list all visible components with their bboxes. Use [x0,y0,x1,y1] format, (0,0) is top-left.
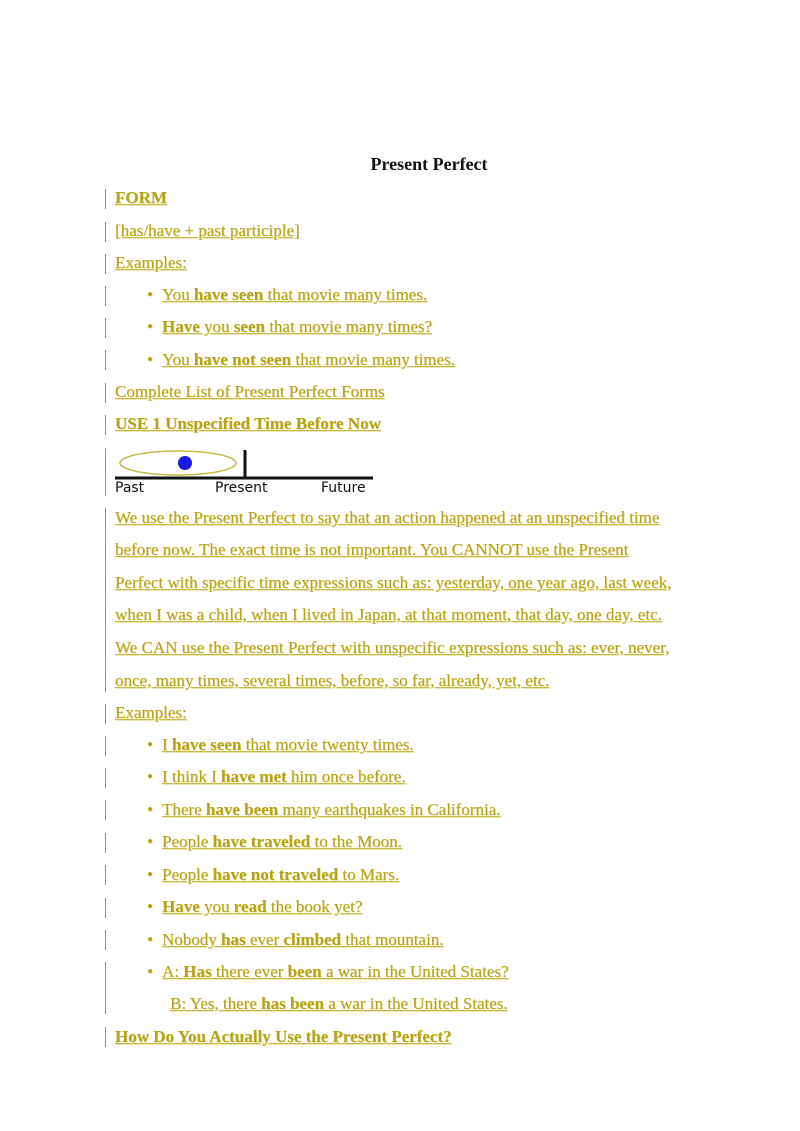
bold-run: has been [261,994,324,1013]
use1-example [147,896,362,918]
bullet-icon: • [147,897,153,916]
bullet-icon: • [147,350,153,369]
bullet-icon: • [147,317,153,336]
use1-answer-text [170,994,508,1013]
use1-example-text [162,767,406,786]
change-bar [105,350,106,370]
use1-heading: USE 1 Unspecified Time Before Now [115,414,381,433]
use1-paragraph-line: We use the Present Perfect to say that an action happened at an unspecified time [115,508,660,527]
text-run: that movie many times? [264,317,433,336]
use1-example [147,766,406,788]
use1-example [147,864,399,886]
form-example-text [162,317,432,336]
use1-example-text [162,832,402,851]
bold-run: have not seen [193,350,292,369]
bullet-icon: • [147,767,153,786]
bold-run: have seen [171,735,242,754]
text-run: to the Moon. [310,832,402,851]
text-run: the book yet? [266,897,363,916]
text-run: There [162,800,206,819]
bold-run: have been [205,800,279,819]
use1-example-text [162,930,443,949]
timeline-label-future: Future [321,480,366,496]
text-run: People [162,865,213,884]
text-run: a war in the United States. [323,994,508,1013]
text-run: Nobody [162,930,222,949]
text-run: B: Yes, there [170,994,262,1013]
change-bar [105,254,106,274]
change-bar [105,833,106,853]
text-run: ever [245,930,284,949]
form-examples-label: Examples: [115,253,187,272]
how-heading: How Do You Actually Use the Present Perfect? [115,1027,452,1046]
bold-run: have not traveled [212,865,339,884]
change-bar [105,448,106,496]
bullet-icon: • [147,800,153,819]
form-example-text [162,285,427,304]
page-title: Present Perfect [370,154,488,174]
bullet-icon: • [147,735,153,754]
bullet-icon: • [147,832,153,851]
use1-example [147,929,443,951]
change-bar [105,286,106,306]
text-run: A: [162,962,184,981]
change-bar [105,189,106,209]
form-example [147,284,427,306]
change-bar [105,898,106,918]
use1-example [147,961,509,983]
timeline-diagram [115,448,375,498]
timeline-graphic [115,448,375,480]
change-bar [105,222,106,242]
use1-paragraph-line: We CAN use the Present Perfect with unspecific expressions such as: ever, never, [115,638,670,657]
text-run: to Mars. [338,865,400,884]
bold-run: have seen [193,285,264,304]
form-example [147,316,432,338]
text-run: that movie many times. [291,350,455,369]
change-bar [105,1027,106,1047]
text-run: that mountain. [340,930,444,949]
use1-example [147,734,414,756]
timeline-dot [178,456,192,470]
use1-example-text [162,962,509,981]
timeline-label-present: Present [215,480,268,496]
text-run: You [162,350,194,369]
bold-run: Has [183,962,212,981]
text-run: there ever [211,962,288,981]
text-run: I [162,735,172,754]
use1-paragraph-line: before now. The exact time is not important. You CANNOT use the Present [115,540,629,559]
bullet-icon: • [147,285,153,304]
text-run: You [162,285,194,304]
text-run: many earthquakes in California. [278,800,501,819]
use1-example [147,799,501,821]
use1-example-text [162,897,362,916]
use1-paragraph-line: Perfect with specific time expressions such as: yesterday, one year ago, last week, [115,573,672,592]
change-bar [105,383,106,403]
change-bar [105,930,106,950]
bold-run: have met [221,767,287,786]
change-bar [105,736,106,756]
change-bar [105,768,106,788]
change-bar [105,318,106,338]
change-bar [105,415,106,435]
bold-run: has [221,930,246,949]
text-run: you [199,897,234,916]
form-formula: [has/have + past participle] [115,221,300,240]
use1-example-answer [170,993,508,1015]
use1-paragraph-line: when I was a child, when I lived in Japan, at that moment, that day, one day, etc. [115,605,662,624]
bold-run: have traveled [212,832,311,851]
text-run: that movie twenty times. [241,735,414,754]
change-bar [105,962,106,1014]
bullet-icon: • [147,865,153,884]
form-heading: FORM [115,188,167,207]
use1-examples-label: Examples: [115,703,187,722]
use1-example-text [162,800,501,819]
change-bar [105,508,106,692]
use1-example [147,831,402,853]
form-example [147,349,455,371]
bold-run: read [233,897,267,916]
bold-run: climbed [283,930,341,949]
text-run: him once before. [286,767,406,786]
bullet-icon: • [147,962,153,981]
text-run: People [162,832,213,851]
change-bar [105,865,106,885]
change-bar [105,800,106,820]
bullet-icon: • [147,930,153,949]
bold-run: Have [162,897,200,916]
text-run: a war in the United States? [321,962,509,981]
use1-paragraph-line: once, many times, several times, before, so far, already, yet, etc. [115,671,550,690]
timeline-label-past: Past [115,480,145,496]
bold-run: seen [233,317,265,336]
bold-run: been [287,962,322,981]
form-example-text [162,350,455,369]
text-run: you [199,317,234,336]
text-run: I think I [162,767,222,786]
change-bar [105,704,106,724]
text-run: that movie many times. [263,285,428,304]
bold-run: Have [162,317,200,336]
forms-list-link[interactable]: Complete List of Present Perfect Forms [115,382,385,401]
use1-example-text [162,735,414,754]
use1-example-text [162,865,399,884]
